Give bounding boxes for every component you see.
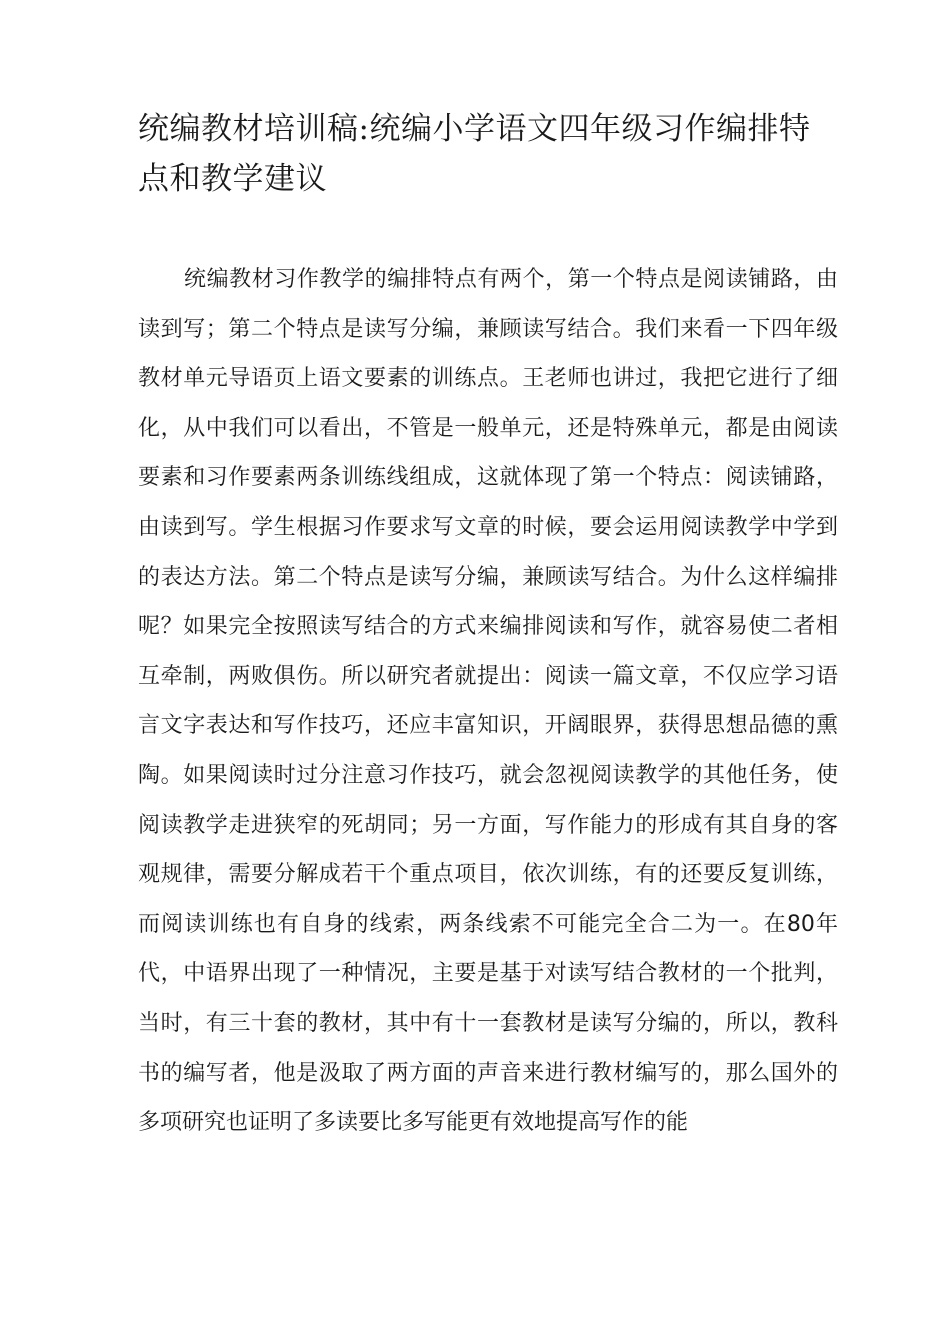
document-body-paragraph: 统编教材习作教学的编排特点有两个，第一个特点是阅读铺路，由读到写；第二个特点是读写分编，兼顾读写结合。我们来看一下四年级教材单元导语页上语文要素的训练点。王老师也讲过，我把它进行了细化，从中我们可以看出，不管是一般单元，还是特殊单元，都是由阅读要素和习作要素两条训练线组成，这就体现了第一个特点：阅读铺路，由读到写。学生根据习作要求写文章的时候，要会运用阅读教学中学到的表达方法。第二个特点是读写分编，兼顾读写结合。为什么这样编排呢？如果完全按照读写结合的方式来编排阅读和写作，就容易使二者相互牵制，两败俱伤。所以研究者就提出：阅读一篇文章，不仅应学习语言文字表达和写作技巧，还应丰富知识，开阔眼界，获得思想品德的熏陶。如果阅读时过分注意习作技巧，就会忽视阅读教学的其他任务，使阅读教学走进狭窄的死胡同；另一方面，写作能力的形成有其自身的客观规律，需要分解成若干个重点项目，依次训练，有的还要反复训练，而阅读训练也有自身的线索，两条线索不可能完全合二为一。在80年代，中语界出现了一种情况，主要是基于对读写结合教材的一个批判，当时，有三十套的教材，其中有十一套教材是读写分编的，所以，教科书的编写者，他是汲取了两方面的声音来进行教材编写的，那么国外的多项研究也证明了多读要比多写能更有效地提高写作的能 — [138, 267, 838, 1136]
document-title: 统编教材培训稿:统编小学语文四年级习作编排特点和教学建议 — [138, 111, 811, 197]
